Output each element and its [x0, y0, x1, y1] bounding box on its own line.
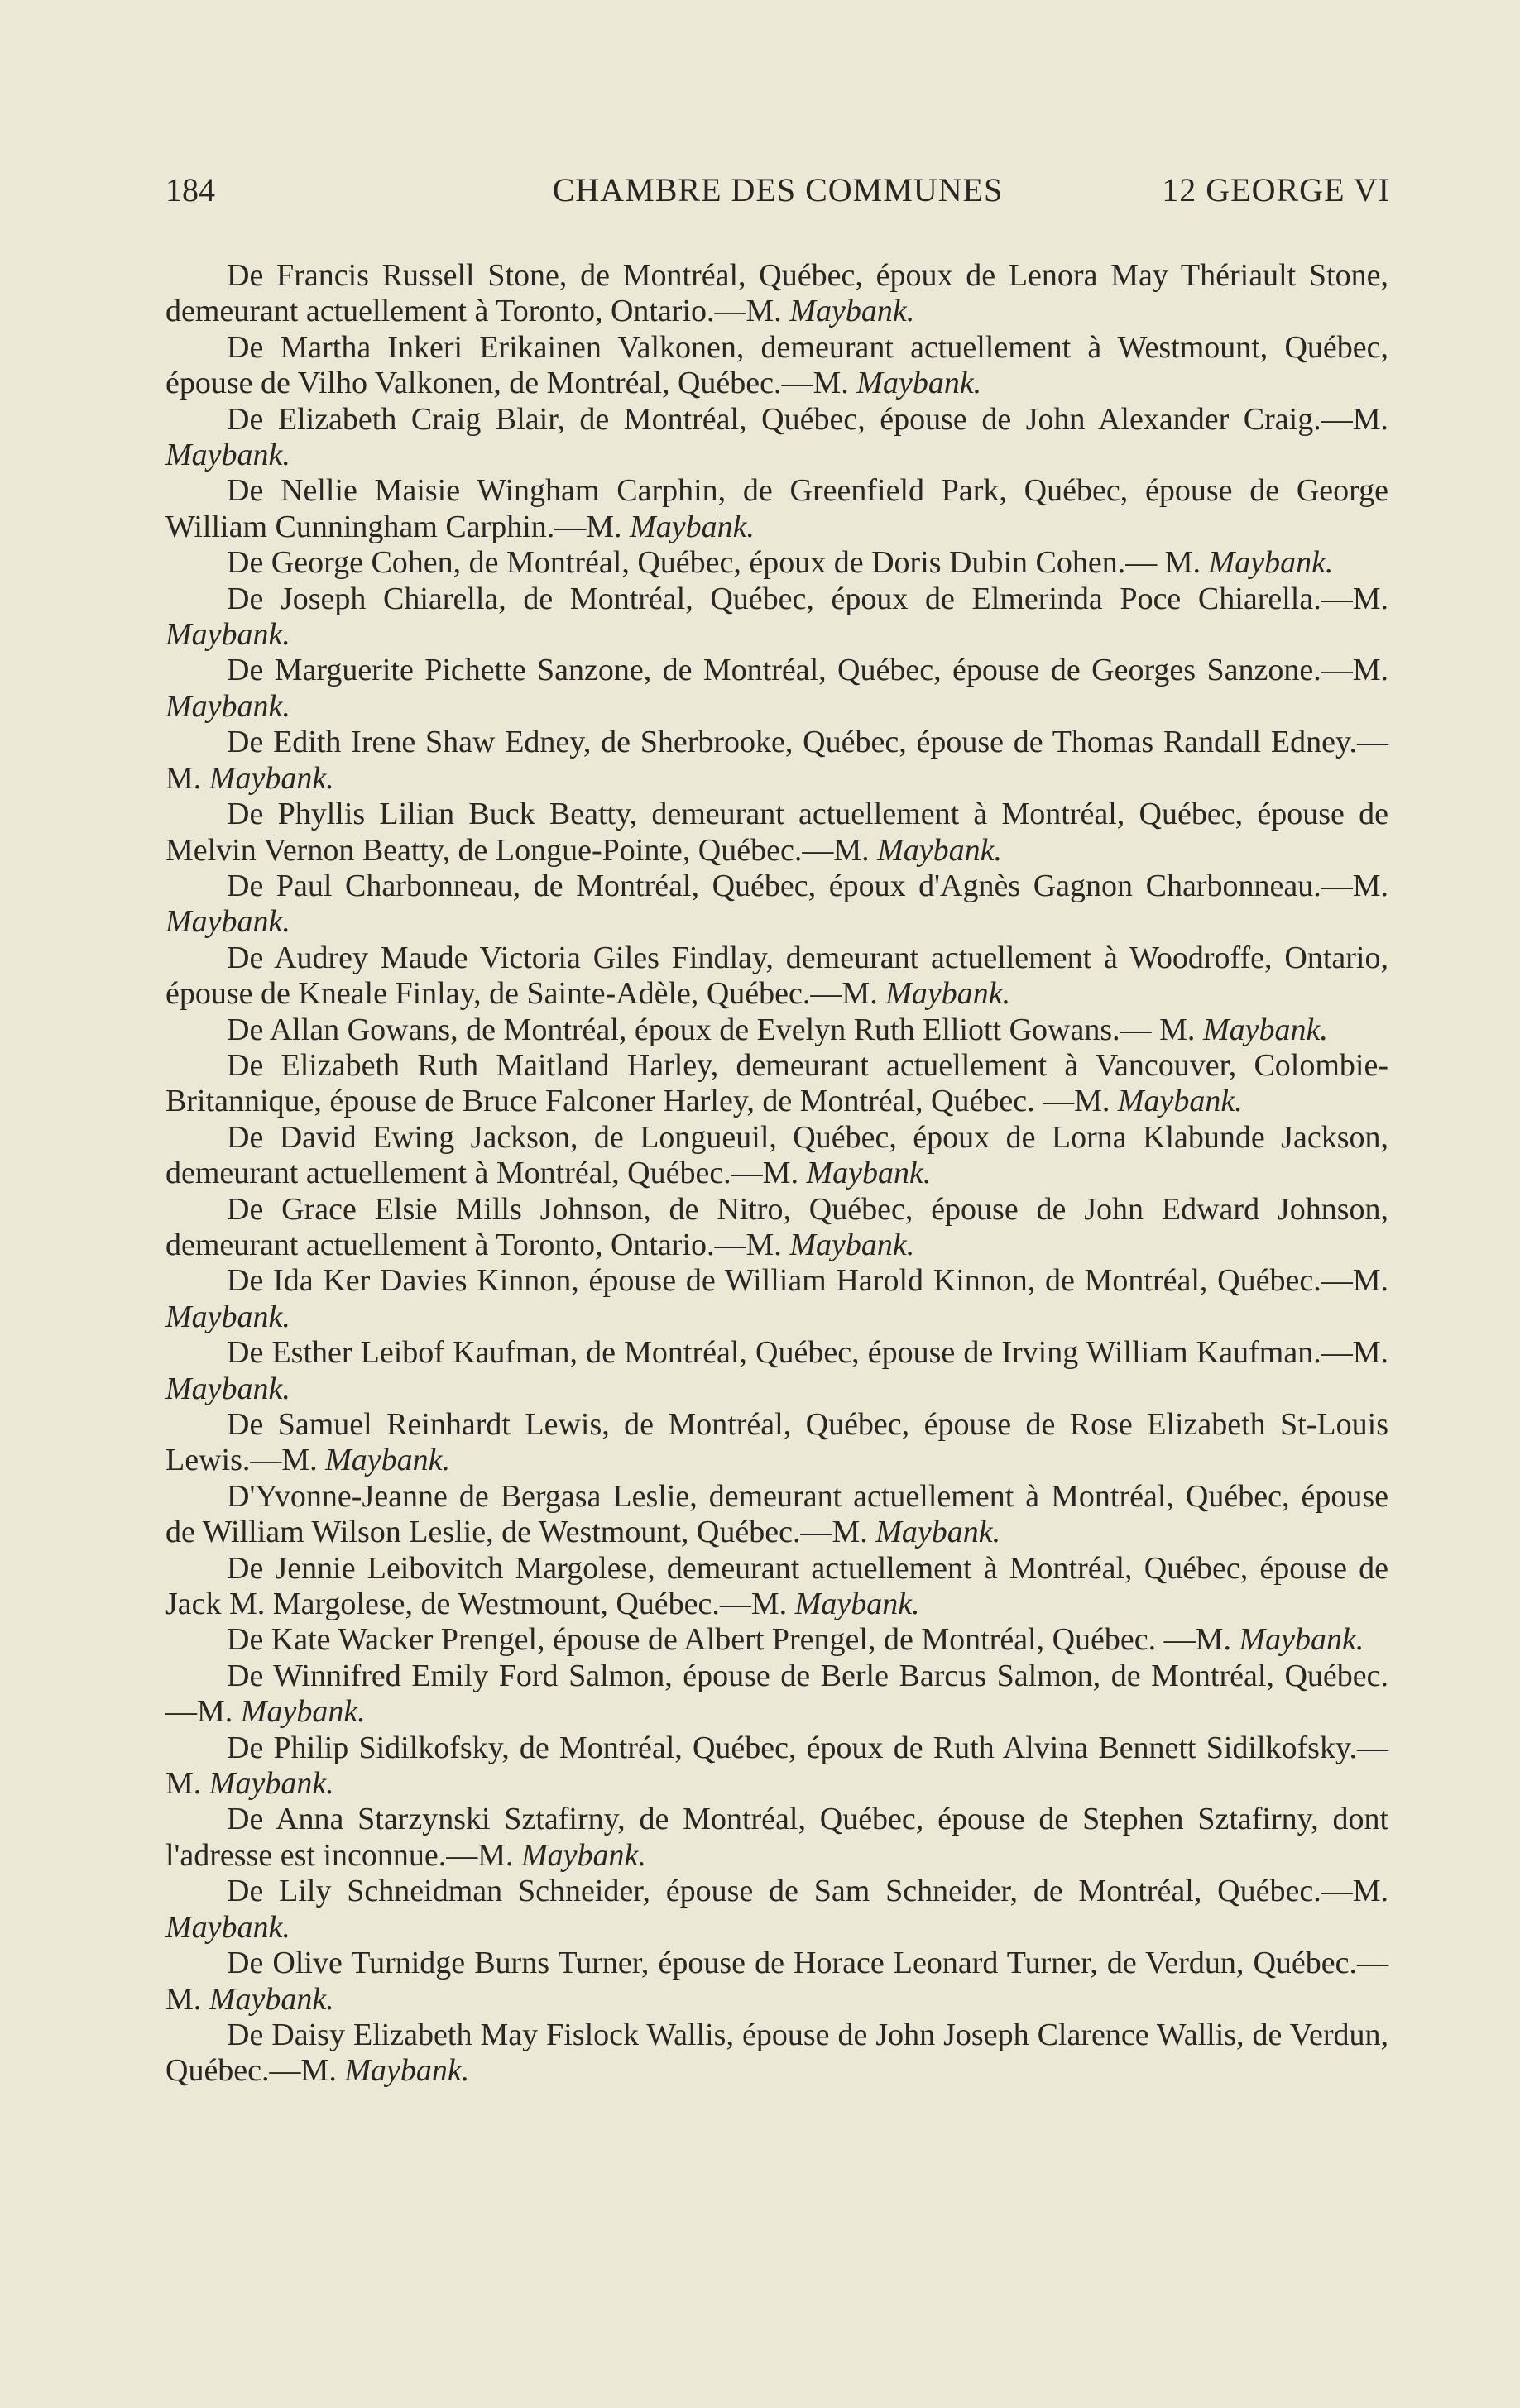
petition-entry	[165, 1946, 1388, 2018]
member-name: Maybank.	[1208, 545, 1334, 581]
petition-entry	[165, 258, 1388, 330]
petition-entry	[165, 797, 1388, 869]
member-name: Maybank.	[877, 832, 1002, 868]
petition-entry	[165, 1731, 1388, 1802]
petition-entry	[165, 1407, 1388, 1479]
petition-text: De Winnifred Emily Ford Salmon, épouse de Berle Barcus Salmon, de Montréal, Québec.—M.	[165, 1658, 1388, 1730]
member-name: Maybank.	[209, 1981, 334, 2017]
petition-text: De David Ewing Jackson, de Longueuil, Québec, époux de Lorna Klabunde Jackson, demeurant actuellement à Montréal, Québec.—M.	[165, 1119, 1388, 1191]
member-name: Maybank.	[856, 366, 982, 401]
petition-entry	[165, 653, 1388, 725]
running-header	[165, 169, 1390, 212]
petition-entry	[165, 1802, 1388, 1874]
petition-entry	[165, 1120, 1388, 1192]
petition-text: De Allan Gowans, de Montréal, époux de Evelyn Ruth Elliott Gowans.— M.	[227, 1012, 1203, 1047]
petition-entry	[165, 1013, 1388, 1048]
petition-text: De Olive Turnidge Burns Turner, épouse de Horace Leonard Turner, de Verdun, Québec.—M.	[165, 1946, 1388, 2017]
petition-entry	[165, 1192, 1388, 1264]
petition-text: De Audrey Maude Victoria Giles Findlay, demeurant actuellement à Woodroffe, Ontario, épouse de Kneale Finlay, de Sainte-Adèle, Québec.—M.	[165, 940, 1388, 1012]
member-name: Maybank.	[325, 1443, 451, 1478]
member-name: Maybank.	[240, 1694, 366, 1730]
petition-entry	[165, 1622, 1388, 1658]
page-title: CHAMBRE DES COMMUNES	[552, 171, 1004, 208]
petition-entry	[165, 330, 1388, 402]
petition-text: De Francis Russell Stone, de Montréal, Québec, époux de Lenora May Thériault Stone, demeurant actuellement à Toronto, Ontario.—M.	[165, 258, 1388, 329]
petition-entry	[165, 582, 1388, 653]
member-name: Maybank.	[789, 294, 915, 329]
member-name: Maybank.	[165, 1299, 290, 1334]
page-number: 184	[165, 171, 215, 208]
member-name: Maybank.	[630, 509, 755, 544]
petition-entry	[165, 941, 1388, 1013]
petition-entry	[165, 402, 1388, 474]
petition-text: De Anna Starzynski Sztafirny, de Montréal, Québec, épouse de Stephen Sztafirny, dont l'adresse est inconnue.—M.	[165, 1802, 1388, 1873]
member-name: Maybank.	[165, 438, 290, 473]
member-name: Maybank.	[1202, 1012, 1328, 1047]
petition-text: De Kate Wacker Prengel, épouse de Albert Prengel, de Montréal, Québec. —M.	[227, 1622, 1239, 1658]
member-name: Maybank.	[165, 904, 290, 940]
petition-entry	[165, 1048, 1388, 1120]
session-label: 12 GEORGE VI	[1162, 171, 1390, 208]
petition-entry	[165, 1479, 1388, 1551]
petition-text: De Philip Sidilkofsky, de Montréal, Québec, époux de Ruth Alvina Bennett Sidilkofsky.—M.	[165, 1730, 1388, 1802]
member-name: Maybank.	[794, 1587, 920, 1622]
petition-entry	[165, 1551, 1388, 1623]
petition-text: De Marguerite Pichette Sanzone, de Montréal, Québec, épouse de Georges Sanzone.—M.	[227, 653, 1388, 688]
petition-text: De Martha Inkeri Erikainen Valkonen, demeurant actuellement à Westmount, Québec, épouse de Vilho Valkonen, de Montréal, Québec.—M.	[165, 329, 1388, 401]
petition-entry	[165, 1263, 1388, 1335]
member-name: Maybank.	[521, 1837, 646, 1873]
member-name: Maybank.	[209, 760, 334, 796]
petition-text: De Esther Leibof Kaufman, de Montréal, Québec, épouse de Irving William Kaufman.—M.	[227, 1335, 1388, 1371]
petition-text: De Ida Ker Davies Kinnon, épouse de William Harold Kinnon, de Montréal, Québec.—M.	[227, 1263, 1388, 1299]
petition-text: De Phyllis Lilian Buck Beatty, demeurant actuellement à Montréal, Québec, épouse de Melvin Vernon Beatty, de Longue-Pointe, Québec.—M.	[165, 797, 1388, 868]
member-name: Maybank.	[1239, 1622, 1364, 1658]
petition-text: De George Cohen, de Montréal, Québec, époux de Doris Dubin Cohen.— M.	[227, 545, 1209, 581]
member-name: Maybank.	[165, 1371, 290, 1406]
petition-text: De Joseph Chiarella, de Montréal, Québec, époux de Elmerinda Poce Chiarella.—M.	[227, 581, 1388, 616]
petition-entry	[165, 1874, 1388, 1946]
petition-text: De Nellie Maisie Wingham Carphin, de Greenfield Park, Québec, épouse de George William Cunningham Carphin.—M.	[165, 473, 1388, 544]
petition-text: D'Yvonne-Jeanne de Bergasa Leslie, demeurant actuellement à Montréal, Québec, épouse de William Wilson Leslie, de Westmount, Québec.—M.	[165, 1478, 1388, 1550]
petition-entry	[165, 473, 1388, 545]
petition-text: De Daisy Elizabeth May Fislock Wallis, épouse de John Joseph Clarence Wallis, de Verdun, Québec.—M.	[165, 2017, 1388, 2089]
member-name: Maybank.	[806, 1156, 932, 1191]
petition-text: De Grace Elsie Mills Johnson, de Nitro, Québec, épouse de John Edward Johnson, demeurant actuellement à Toronto, Ontario.—M.	[165, 1191, 1388, 1262]
petition-text: De Lily Schneidman Schneider, épouse de Sam Schneider, de Montréal, Québec.—M.	[227, 1874, 1388, 1909]
petition-text: De Edith Irene Shaw Edney, de Sherbrooke, Québec, épouse de Thomas Randall Edney.—M.	[165, 725, 1388, 796]
member-name: Maybank.	[165, 688, 290, 724]
member-name: Maybank.	[209, 1766, 334, 1802]
member-name: Maybank.	[344, 2053, 470, 2089]
petition-list	[165, 258, 1388, 2090]
petition-entry	[165, 1659, 1388, 1731]
member-name: Maybank.	[165, 617, 290, 653]
petition-entry	[165, 2018, 1388, 2090]
petition-entry	[165, 545, 1388, 581]
member-name: Maybank.	[1117, 1084, 1243, 1119]
member-name: Maybank.	[789, 1227, 915, 1262]
member-name: Maybank.	[885, 976, 1011, 1012]
petition-entry	[165, 1335, 1388, 1407]
member-name: Maybank.	[165, 1909, 290, 1945]
petition-text: De Paul Charbonneau, de Montréal, Québec, époux d'Agnès Gagnon Charbonneau.—M.	[227, 868, 1388, 903]
member-name: Maybank.	[875, 1515, 1001, 1550]
petition-text: De Elizabeth Craig Blair, de Montréal, Québec, épouse de John Alexander Craig.—M.	[227, 401, 1388, 437]
petition-text: De Samuel Reinhardt Lewis, de Montréal, Québec, épouse de Rose Elizabeth St-Louis Lewis.—M.	[165, 1407, 1388, 1478]
petition-entry	[165, 869, 1388, 941]
petition-entry	[165, 725, 1388, 797]
petition-text: De Elizabeth Ruth Maitland Harley, demeurant actuellement à Vancouver, Colombie-Britannique, épouse de Bruce Falconer Harley, de Montréal, Québec. —M.	[165, 1047, 1388, 1119]
petition-text: De Jennie Leibovitch Margolese, demeurant actuellement à Montréal, Québec, épouse de Jack M. Margolese, de Westmount, Québec.—M.	[165, 1550, 1388, 1622]
